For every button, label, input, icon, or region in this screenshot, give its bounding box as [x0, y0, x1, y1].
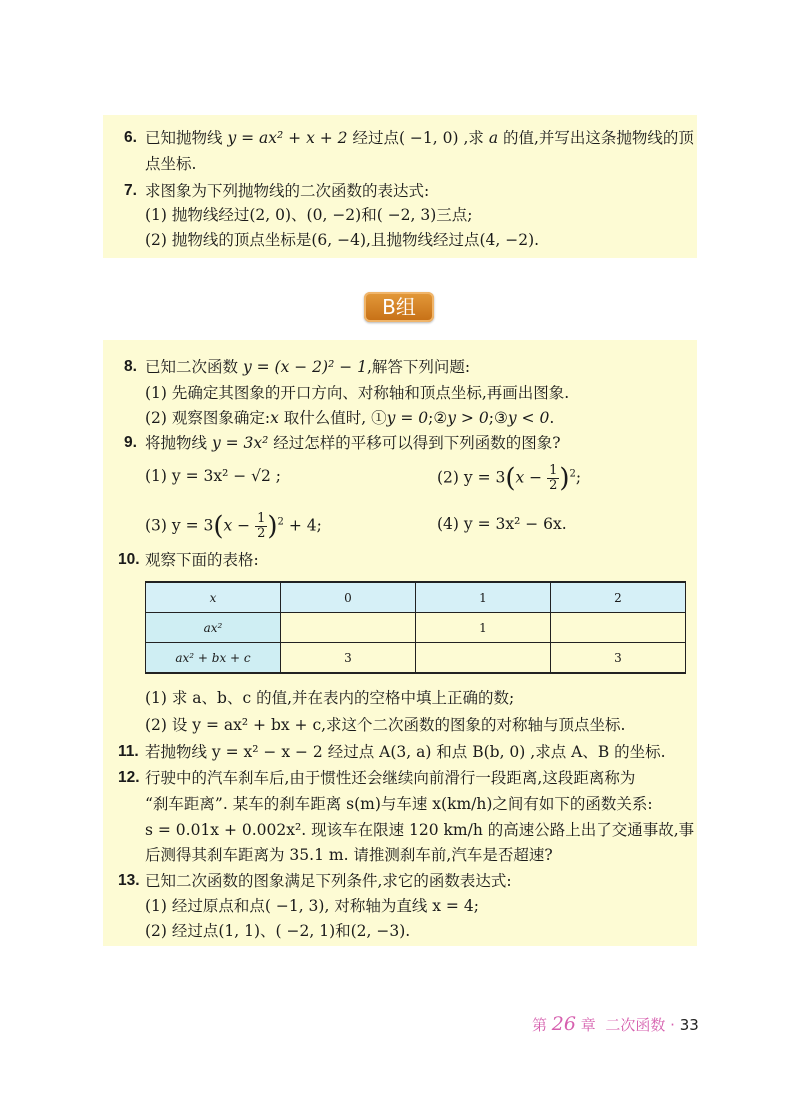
q8-sub1: (1) 先确定其图象的开口方向、对称轴和顶点坐标,再画出图象.	[145, 384, 570, 402]
q13-line1: 已知二次函数的图象满足下列条件,求它的函数表达式:	[145, 872, 512, 890]
q13-number: 13.	[118, 872, 140, 889]
q10-line1: 观察下面的表格:	[145, 551, 259, 569]
fraction-half: $\frac{1}{2}$	[549, 463, 558, 493]
group-b-badge: B组	[364, 292, 434, 322]
table-row	[146, 582, 686, 613]
fraction-half: $\frac{1}{2}$	[257, 511, 266, 541]
q13-sub1: (1) 经过原点和点( −1, 3), 对称轴为直线 x = 4;	[145, 897, 479, 915]
q7-sub1: (1) 抛物线经过(2, 0)、(0, −2)和( −2, 3)三点;	[145, 206, 473, 224]
page-number: 33	[679, 1016, 699, 1034]
q12-number: 12.	[118, 769, 140, 786]
table-cell: ax²	[146, 613, 281, 643]
q6-line2: 点坐标.	[145, 155, 197, 173]
table-cell: 3	[551, 643, 686, 674]
q6-line1: 已知抛物线 y = ax² + x + 2 经过点( −1, 0) ,求 a 的值,并写出这条抛物线的顶	[145, 129, 694, 147]
q7-number: 7.	[124, 182, 137, 199]
chapter-title: 二次函数	[605, 1016, 666, 1034]
q10-sub1: (1) 求 a、b、c 的值,并在表内的空格中填上正确的数;	[145, 689, 515, 707]
q8-line1: 已知二次函数 y = (x − 2)² − 1,解答下列问题:	[145, 358, 471, 376]
table-cell	[281, 613, 416, 643]
q11-number: 11.	[118, 743, 139, 760]
q6-number: 6.	[124, 129, 137, 146]
q9-option-2: (2) y = 3(x − $\frac{1}{2}$ )$^2$;	[437, 463, 582, 494]
q9-number: 9.	[124, 434, 137, 451]
table-row	[146, 643, 686, 674]
page-footer	[532, 1013, 699, 1035]
chapter-suffix: 章	[580, 1016, 596, 1034]
table-cell: 2	[551, 582, 686, 613]
chapter-prefix: 第	[532, 1016, 548, 1034]
q10-number: 10.	[118, 551, 140, 568]
q9-option-4: (4) y = 3x² − 6x.	[437, 515, 567, 533]
q10-sub2: (2) 设 y = ax² + bx + c,求这个二次函数的图象的对称轴与顶点坐标.	[145, 716, 626, 734]
table-cell	[416, 643, 551, 674]
q8-number: 8.	[124, 358, 137, 375]
table-cell: 1	[416, 582, 551, 613]
q9-option-1: (1) y = 3x² − √2 ;	[145, 467, 282, 485]
q12-line2: “刹车距离”. 某车的刹车距离 s(m)与车速 x(km/h)之间有如下的函数关系:	[145, 795, 653, 813]
values-table	[145, 581, 686, 674]
q12-line1: 行驶中的汽车刹车后,由于惯性还会继续向前滑行一段距离,这段距离称为	[145, 769, 636, 787]
q7-line1: 求图象为下列抛物线的二次函数的表达式:	[145, 182, 430, 200]
q12-line3: s = 0.01x + 0.002x². 现该车在限速 120 km/h 的高速公路上出了交通事故,事	[145, 821, 695, 839]
q8-sub2: (2) 观察图象确定:x 取什么值时, ①y = 0;②y > 0;③y < 0.	[145, 409, 555, 427]
table-cell: x	[146, 582, 281, 613]
table-cell: 0	[281, 582, 416, 613]
q9-line1: 将抛物线 y = 3x² 经过怎样的平移可以得到下列函数的图象?	[145, 434, 561, 452]
table-cell: 3	[281, 643, 416, 674]
chapter-number: 26	[551, 1013, 576, 1035]
footer-separator: ·	[670, 1016, 675, 1034]
table-cell: ax² + bx + c	[146, 643, 281, 674]
q9-option-3: (3) y = 3(x − $\frac{1}{2}$ )$^2$ + 4;	[145, 511, 322, 542]
table-cell: 1	[416, 613, 551, 643]
q7-sub2: (2) 抛物线的顶点坐标是(6, −4),且抛物线经过点(4, −2).	[145, 231, 540, 249]
table-row	[146, 613, 686, 643]
q11-line1: 若抛物线 y = x² − x − 2 经过点 A(3, a) 和点 B(b, 0) ,求点 A、B 的坐标.	[145, 743, 666, 761]
q13-sub2: (2) 经过点(1, 1)、( −2, 1)和(2, −3).	[145, 922, 411, 940]
q12-line4: 后测得其刹车距离为 35.1 m. 请推测刹车前,汽车是否超速?	[145, 846, 553, 864]
table-cell	[551, 613, 686, 643]
